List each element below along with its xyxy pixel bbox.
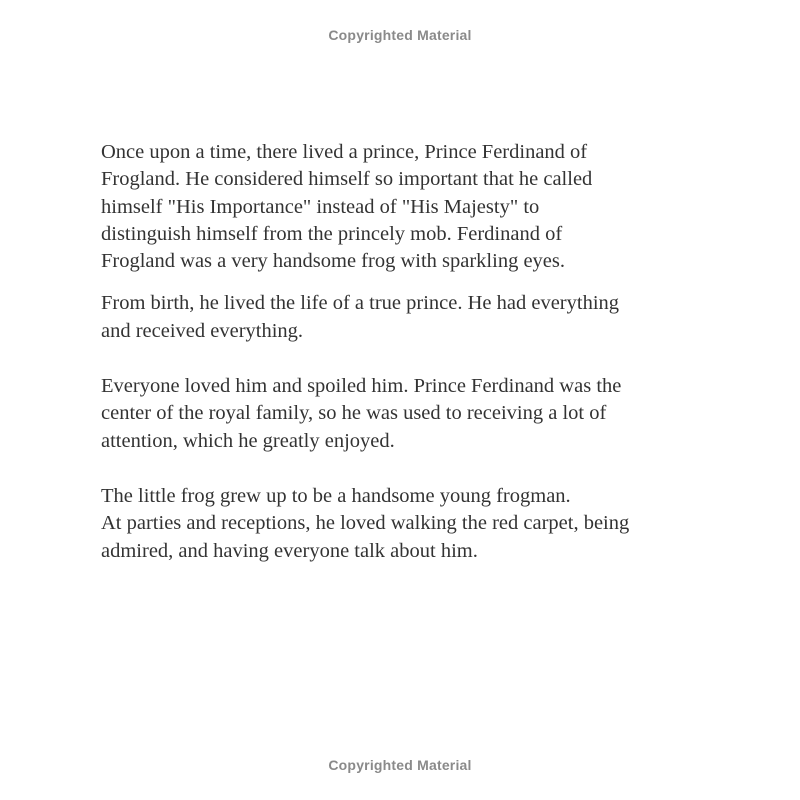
- story-paragraph-3: Everyone loved him and spoiled him. Prince Ferdinand was the center of the royal family, so he was used to receiving a lot of attention, which he greatly enjoyed.: [101, 375, 622, 452]
- story-text: [101, 139, 721, 565]
- story-paragraph-2: From birth, he lived the life of a true prince. He had everything and received everything.: [101, 292, 620, 342]
- copyright-watermark-bottom: Copyrighted Material: [328, 757, 472, 773]
- copyright-watermark-top: Copyrighted Material: [328, 27, 472, 43]
- story-paragraph-4: The little frog grew up to be a handsome young frogman. At parties and receptions, he loved walking the red carpet, being admired, and having everyone talk about him.: [101, 484, 630, 562]
- story-paragraph-1: Once upon a time, there lived a prince, Prince Ferdinand of Frogland. He considered himself so important that he called himself "His Importance" instead of "His Majesty" to distinguish himself from the princely mob. Ferdinand of Frogland was a very handsome frog with sparkling eyes.: [101, 141, 593, 273]
